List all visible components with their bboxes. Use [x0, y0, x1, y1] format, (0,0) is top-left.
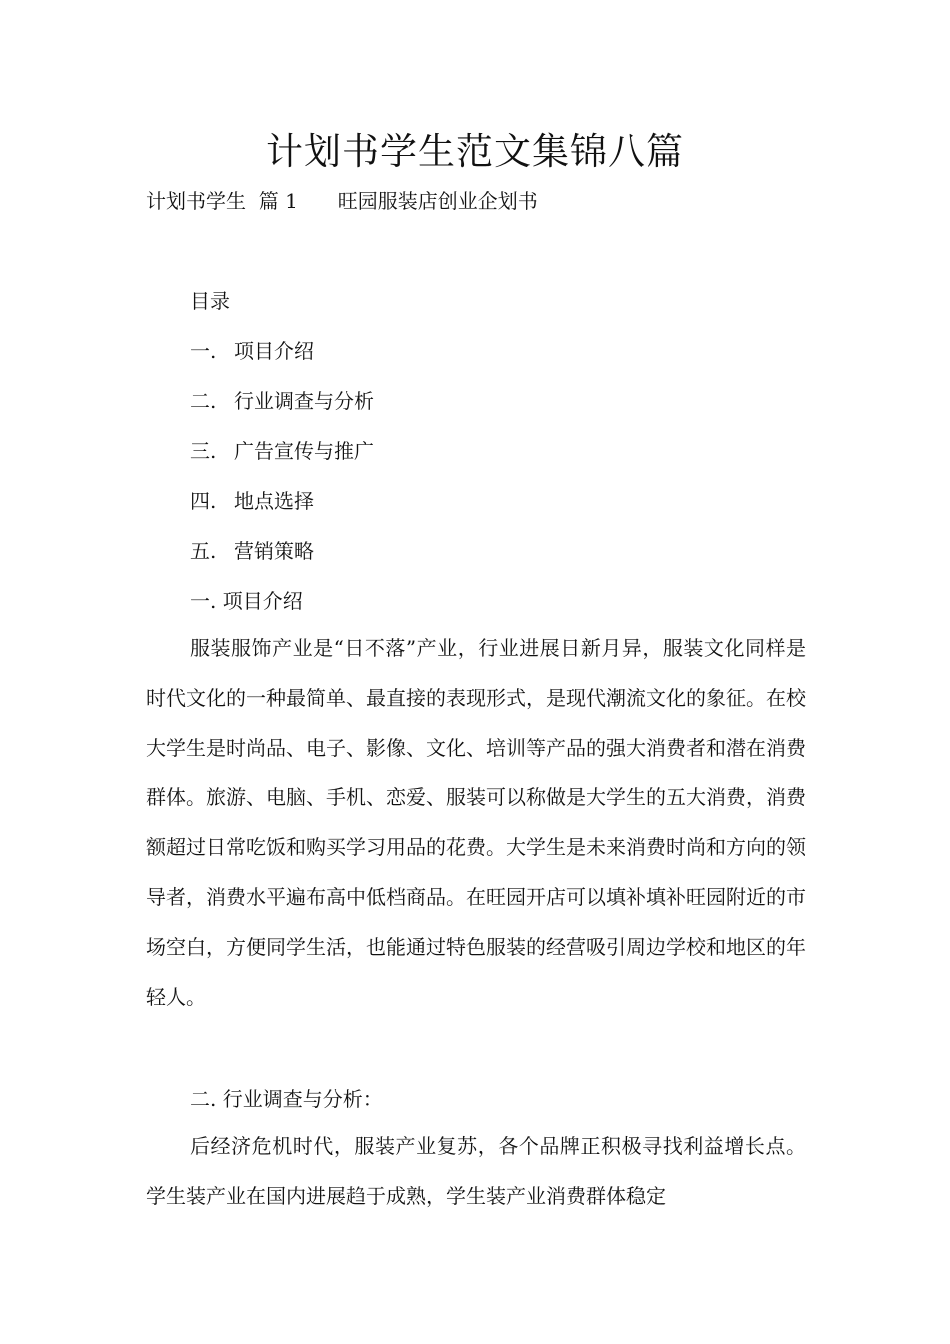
toc-item-number: 四. [190, 489, 217, 513]
subtitle-left: 计划书学生 篇 1 [146, 189, 298, 213]
toc-item [190, 436, 374, 466]
toc-item [190, 536, 314, 566]
section-heading: 一. 项目介绍 [190, 589, 303, 613]
toc-item-number: 一. [190, 339, 217, 363]
toc-item-number: 二. [190, 389, 217, 413]
subtitle-right: 旺园服装店创业企划书 [337, 189, 538, 213]
toc-heading: 目录 [190, 289, 230, 313]
toc-item-label: 行业调查与分析 [234, 389, 374, 413]
body-paragraph: 后经济危机时代，服装产业复苏，各个品牌正积极寻找利益增长点。学生装产业在国内进展趋于成熟，学生装产业消费群体稳定 [146, 1134, 806, 1208]
toc-item [190, 486, 314, 516]
toc-item [190, 336, 314, 366]
toc-item-label: 广告宣传与推广 [234, 439, 374, 463]
toc-item-number: 三. [190, 439, 217, 463]
body-paragraph: 服装服饰产业是“日不落”产业，行业进展日新月异，服装文化同样是时代文化的一种最简单、最直接的表现形式，是现代潮流文化的象征。在校大学生是时尚品、电子、影像、文化、培训等产品的强大消费者和潜在消费群体。旅游、电脑、手机、恋爱、服装可以称做是大学生的五大消费，消费额超过日常吃饭和购买学习用品的花费。大学生是未来消费时尚和方向的领导者，消费水平遍布高中低档商品。在旺园开店可以填补填补旺园附近的市场空白，方便同学生活，也能通过特色服装的经营吸引周边学校和地区的年轻人。 [146, 636, 806, 1009]
toc-item [190, 386, 374, 416]
toc-item-number: 五. [190, 539, 217, 563]
toc-item-label: 营销策略 [234, 539, 314, 563]
section-heading: 二. 行业调查与分析： [190, 1087, 383, 1111]
toc-item-label: 地点选择 [234, 489, 314, 513]
document-title: 计划书学生范文集锦八篇 [266, 130, 684, 173]
toc-item-label: 项目介绍 [234, 339, 314, 363]
section-subtitle [146, 186, 538, 216]
